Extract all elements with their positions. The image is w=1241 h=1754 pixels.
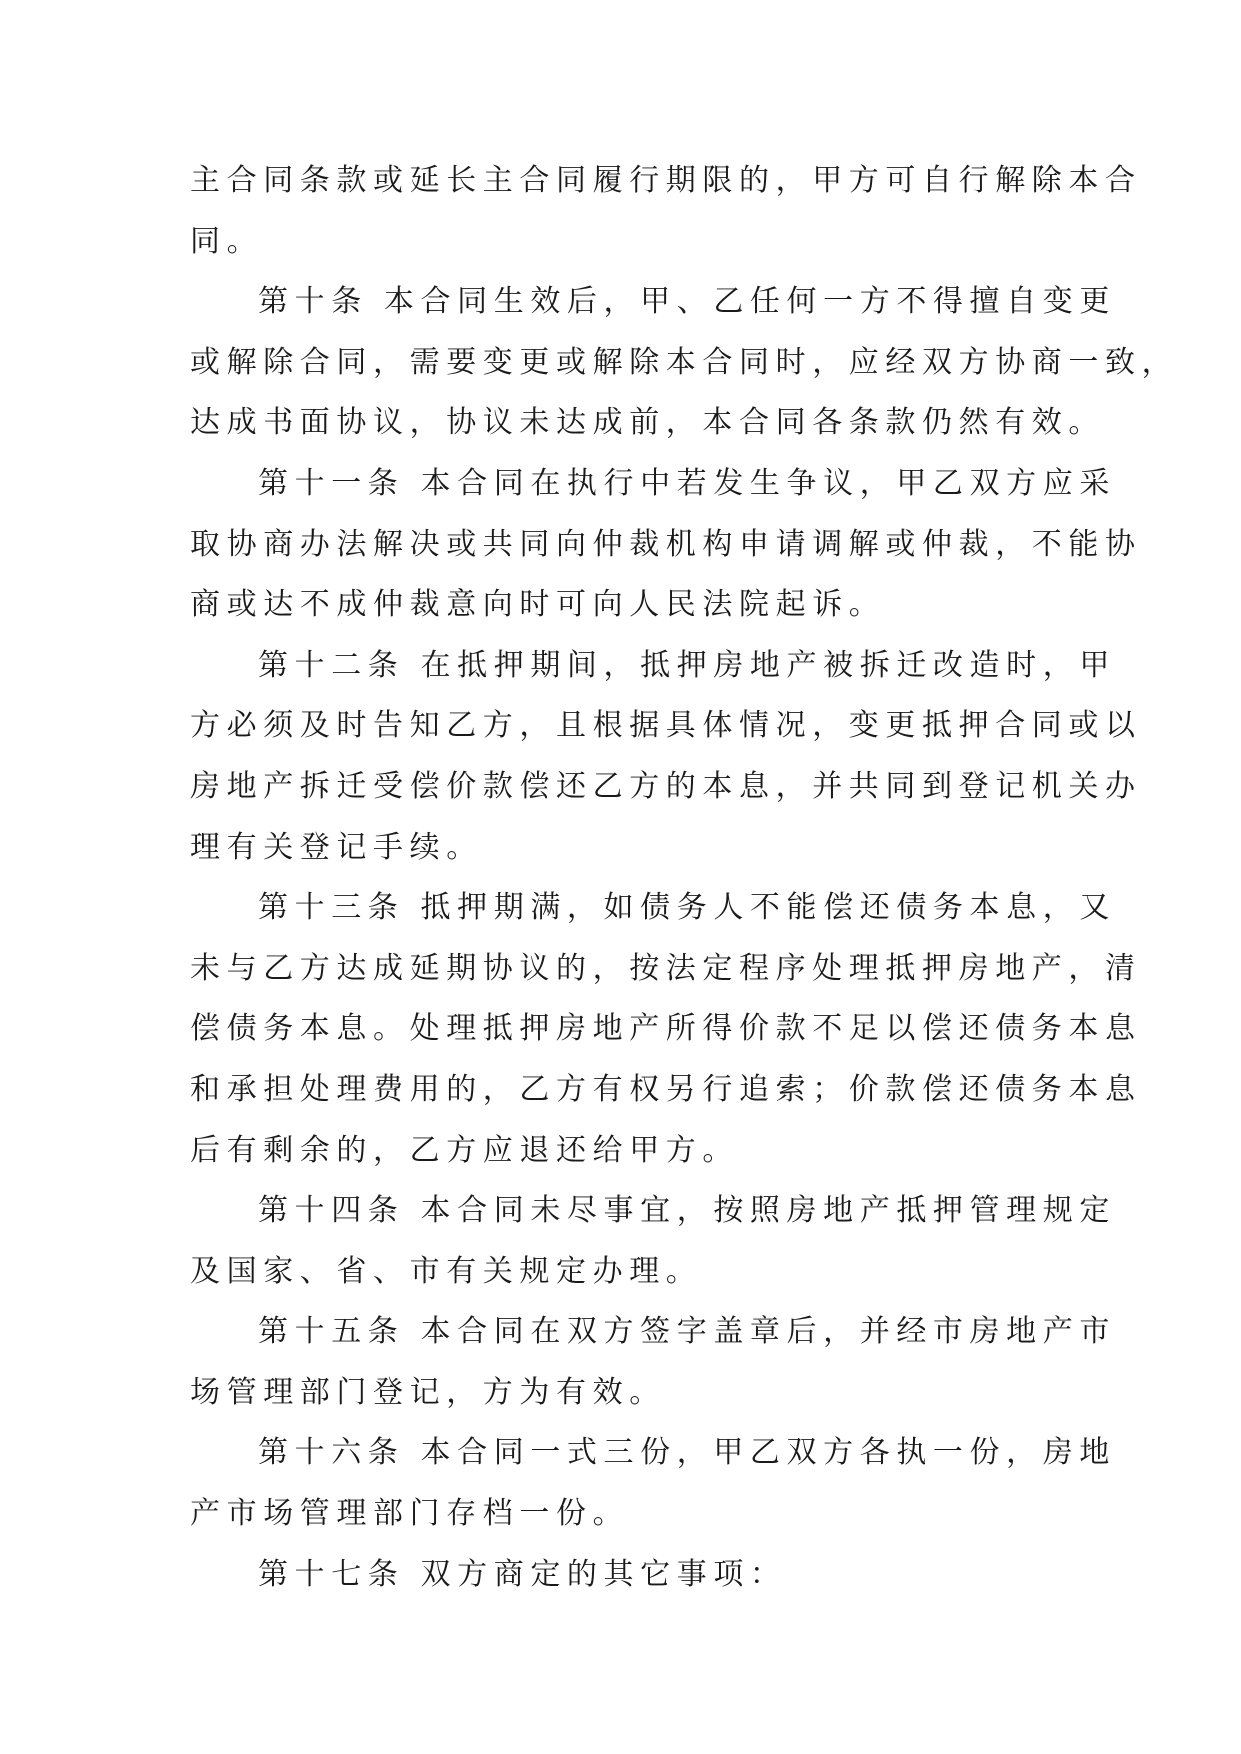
clause-13-heading-line: 第十三条 抵押期满，如债务人不能偿还债务本息，又 bbox=[258, 890, 1116, 926]
text-line: 达成书面协议，协议未达成前，本合同各条款仍然有效。 bbox=[190, 405, 1105, 441]
text-line: 场管理部门登记，方为有效。 bbox=[190, 1374, 666, 1410]
text-line: 偿债务本息。处理抵押房地产所得价款不足以偿还债务本息 bbox=[190, 1011, 1142, 1047]
text-line: 产市场管理部门存档一份。 bbox=[190, 1496, 630, 1532]
clause-14-heading-line: 第十四条 本合同未尽事宜，按照房地产抵押管理规定 bbox=[258, 1193, 1116, 1229]
text-line: 房地产拆迁受偿价款偿还乙方的本息，并共同到登记机关办 bbox=[190, 768, 1142, 804]
text-line: 未与乙方达成延期协议的，按法定程序处理抵押房地产，清 bbox=[190, 950, 1142, 986]
text-line: 方必须及时告知乙方，且根据具体情况，变更抵押合同或以 bbox=[190, 708, 1142, 744]
document-body bbox=[190, 163, 1179, 1617]
clause-12-heading-line: 第十二条 在抵押期间，抵押房地产被拆迁改造时，甲 bbox=[258, 647, 1116, 683]
clause-17-heading-line: 第十七条 双方商定的其它事项： bbox=[258, 1556, 787, 1592]
text-line: 后有剩余的，乙方应退还给甲方。 bbox=[190, 1132, 739, 1168]
clause-16-heading-line: 第十六条 本合同一式三份，甲乙双方各执一份，房地 bbox=[258, 1435, 1116, 1471]
text-line: 主合同条款或延长主合同履行期限的，甲方可自行解除本合 bbox=[190, 163, 1142, 198]
clause-11-heading-line: 第十一条 本合同在执行中若发生争议，甲乙双方应采 bbox=[258, 465, 1116, 501]
text-line: 商或达不成仲裁意向时可向人民法院起诉。 bbox=[190, 587, 886, 623]
text-line: 取协商办法解决或共同向仲裁机构申请调解或仲裁，不能协 bbox=[190, 526, 1142, 562]
text-line: 同。 bbox=[190, 223, 264, 259]
clause-10-heading-line: 第十条 本合同生效后，甲、乙任何一方不得擅自变更 bbox=[258, 284, 1116, 320]
text-line: 和承担处理费用的，乙方有权另行追索；价款偿还债务本息 bbox=[190, 1071, 1142, 1107]
text-line: 及国家、省、市有关规定办理。 bbox=[190, 1253, 703, 1289]
text-line: 或解除合同，需要变更或解除本合同时，应经双方协商一致， bbox=[190, 344, 1179, 380]
text-line: 理有关登记手续。 bbox=[190, 829, 483, 865]
clause-15-heading-line: 第十五条 本合同在双方签字盖章后，并经市房地产市 bbox=[258, 1314, 1116, 1350]
